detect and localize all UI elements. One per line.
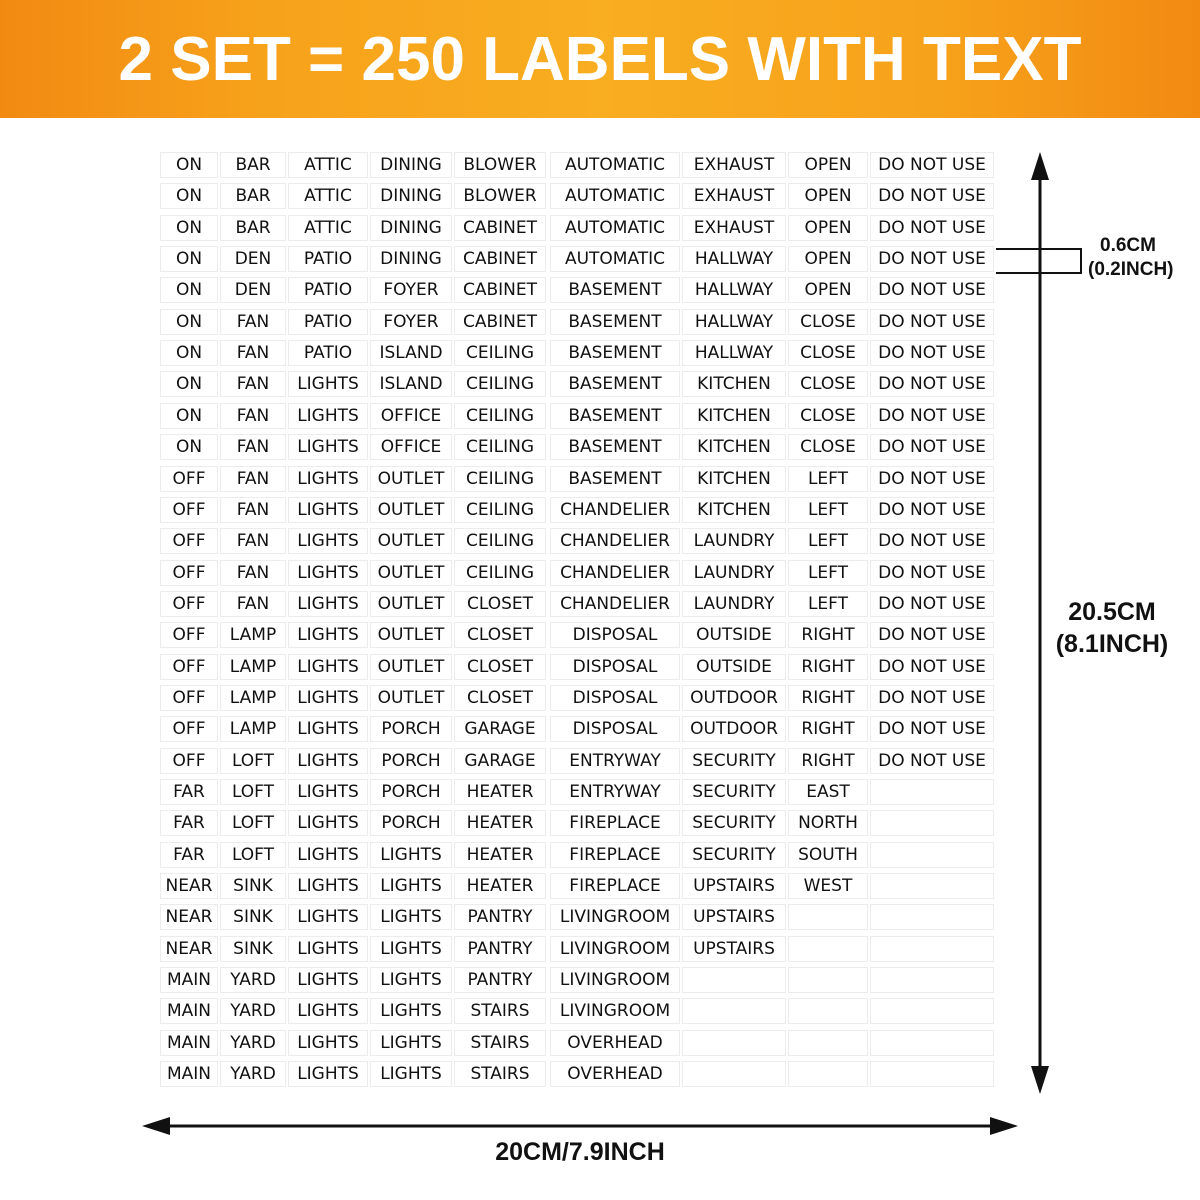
label-sticker: LOFT [220,842,286,868]
label-sticker: OFF [160,466,218,492]
label-sticker: FIREPLACE [550,810,680,836]
label-sticker: SINK [220,904,286,930]
label-height-inch: (0.2INCH) [1088,259,1174,280]
label-sticker: BLOWER [454,152,546,178]
label-sticker: CLOSET [454,591,546,617]
label-sticker: DO NOT USE [870,246,994,272]
label-sticker: SOUTH [788,842,868,868]
label-sticker: DO NOT USE [870,277,994,303]
label-sticker: DO NOT USE [870,716,994,742]
label-sticker: LIGHTS [370,1030,452,1056]
label-sticker: CHANDELIER [550,497,680,523]
label-sticker: FAN [220,340,286,366]
width-arrow-left-head [142,1117,170,1135]
height-arrow-top-head [1031,152,1049,180]
label-sticker: LIGHTS [288,685,368,711]
label-sticker: ON [160,340,218,366]
label-sticker: ON [160,152,218,178]
label-sticker: CEILING [454,403,546,429]
label-sticker: OFF [160,716,218,742]
label-sticker: LIGHTS [288,779,368,805]
label-sticker: OUTDOOR [682,685,786,711]
label-sticker: RIGHT [788,748,868,774]
label-sticker: KITCHEN [682,497,786,523]
label-sticker: LIGHTS [288,810,368,836]
label-sticker: LIGHTS [288,1061,368,1087]
label-sticker: DO NOT USE [870,183,994,209]
label-sticker: CLOSE [788,434,868,460]
label-sticker: KITCHEN [682,466,786,492]
label-sticker: CLOSE [788,340,868,366]
label-sticker: YARD [220,1061,286,1087]
label-sticker: LIGHTS [288,654,368,680]
label-sticker: BASEMENT [550,309,680,335]
label-sticker: DINING [370,183,452,209]
label-sticker: ON [160,309,218,335]
label-sticker: OFF [160,497,218,523]
sheet-height-inch: (8.1INCH) [1055,630,1169,658]
label-sticker: LIGHTS [288,936,368,962]
label-sticker: OUTLET [370,528,452,554]
label-sticker: ON [160,277,218,303]
label-sticker: OUTLET [370,466,452,492]
label-sticker: LAMP [220,685,286,711]
label-sticker: DO NOT USE [870,371,994,397]
label-sticker: LIGHTS [370,998,452,1024]
label-sticker: LIGHTS [288,560,368,586]
label-sticker: FOYER [370,277,452,303]
label-sticker: LEFT [788,591,868,617]
label-sticker: LIGHTS [370,904,452,930]
label-sticker: FIREPLACE [550,873,680,899]
label-sticker: OFF [160,654,218,680]
label-sticker: OFF [160,591,218,617]
width-arrow-right-head [990,1117,1018,1135]
label-sticker: ON [160,183,218,209]
label-sticker: CLOSE [788,371,868,397]
label-sticker: LIGHTS [288,591,368,617]
label-sticker: SINK [220,936,286,962]
label-sticker: LAMP [220,716,286,742]
label-sticker: AUTOMATIC [550,246,680,272]
label-sticker: FAN [220,309,286,335]
label-sticker: AUTOMATIC [550,215,680,241]
label-sticker: CABINET [454,246,546,272]
label-sticker: OUTLET [370,654,452,680]
label-sticker: MAIN [160,967,218,993]
label-sticker: DISPOSAL [550,685,680,711]
label-sticker: CEILING [454,434,546,460]
label-sticker: MAIN [160,1061,218,1087]
label-sticker: RIGHT [788,654,868,680]
label-sticker: OFFICE [370,403,452,429]
label-sticker: YARD [220,998,286,1024]
label-sticker: BASEMENT [550,434,680,460]
label-sticker: CLOSET [454,654,546,680]
label-sticker: DO NOT USE [870,497,994,523]
label-sticker: LEFT [788,466,868,492]
label-sticker: PATIO [288,277,368,303]
label-sticker: LAUNDRY [682,591,786,617]
sheet-height-cm: 20.5CM [1068,598,1156,626]
label-sticker: LIGHTS [288,528,368,554]
label-sticker: NEAR [160,936,218,962]
label-sticker: DO NOT USE [870,466,994,492]
label-sticker: LIGHTS [370,842,452,868]
label-sticker: ATTIC [288,152,368,178]
label-sticker: YARD [220,1030,286,1056]
label-sticker: ATTIC [288,215,368,241]
label-sticker: LAUNDRY [682,528,786,554]
label-sticker: OUTDOOR [682,716,786,742]
label-sticker: EXHAUST [682,183,786,209]
label-sticker: MAIN [160,1030,218,1056]
label-sticker: BAR [220,183,286,209]
label-sticker: AUTOMATIC [550,152,680,178]
label-sticker: PORCH [370,716,452,742]
label-sticker: ON [160,246,218,272]
label-sticker: UPSTAIRS [682,936,786,962]
label-sticker: OFF [160,622,218,648]
label-sticker: LIVINGROOM [550,967,680,993]
label-sticker: KITCHEN [682,434,786,460]
label-sticker: KITCHEN [682,403,786,429]
label-sticker: ENTRYWAY [550,779,680,805]
label-sticker: GARAGE [454,716,546,742]
label-sticker: OPEN [788,277,868,303]
label-sticker: DO NOT USE [870,340,994,366]
label-sticker: BLOWER [454,183,546,209]
label-sticker: HEATER [454,810,546,836]
sheet-height-measure [1048,596,1176,660]
label-sticker: OUTLET [370,685,452,711]
label-sticker: LOFT [220,810,286,836]
label-sticker: LIGHTS [288,1030,368,1056]
label-sticker: DISPOSAL [550,716,680,742]
label-height-measure [1088,234,1174,282]
label-sticker: SECURITY [682,810,786,836]
label-sticker: LIGHTS [288,716,368,742]
label-sticker: DEN [220,277,286,303]
label-sticker: FOYER [370,309,452,335]
label-sticker: LIGHTS [370,936,452,962]
label-sticker: RIGHT [788,685,868,711]
label-sticker: LIGHTS [288,998,368,1024]
label-sticker: CLOSE [788,309,868,335]
label-sticker: LEFT [788,497,868,523]
label-sticker: DISPOSAL [550,622,680,648]
label-sticker: DO NOT USE [870,560,994,586]
label-sticker: DO NOT USE [870,654,994,680]
label-sticker: LIGHTS [288,403,368,429]
label-sticker: LOFT [220,748,286,774]
label-sticker: DEN [220,246,286,272]
label-sticker: HEATER [454,873,546,899]
label-sticker: DO NOT USE [870,152,994,178]
label-sticker: CABINET [454,309,546,335]
label-sticker: FAR [160,842,218,868]
label-sticker: DINING [370,215,452,241]
label-sticker: FAN [220,591,286,617]
label-sticker: OFFICE [370,434,452,460]
label-sticker: PANTRY [454,936,546,962]
label-sticker: LIGHTS [288,466,368,492]
label-sticker: PATIO [288,340,368,366]
label-sticker: LIGHTS [288,434,368,460]
label-sticker: FAN [220,497,286,523]
label-sticker: BASEMENT [550,403,680,429]
label-sticker: FIREPLACE [550,842,680,868]
label-sticker: OUTLET [370,591,452,617]
label-sticker: DO NOT USE [870,748,994,774]
label-sticker: FAR [160,810,218,836]
label-sticker: CEILING [454,371,546,397]
label-sticker: ISLAND [370,371,452,397]
label-sticker: OFF [160,748,218,774]
label-sticker: DO NOT USE [870,434,994,460]
label-sticker: UPSTAIRS [682,873,786,899]
label-sticker: CEILING [454,466,546,492]
label-sticker: YARD [220,967,286,993]
banner-title: 2 SET = 250 LABELS WITH TEXT [118,25,1082,94]
label-sticker: NEAR [160,904,218,930]
label-sticker: OFF [160,560,218,586]
label-sticker: CEILING [454,497,546,523]
label-sticker: HEATER [454,842,546,868]
label-sticker: FAN [220,528,286,554]
label-sticker: STAIRS [454,1061,546,1087]
label-sticker: GARAGE [454,748,546,774]
label-sticker: LIGHTS [370,967,452,993]
label-sticker: SECURITY [682,779,786,805]
label-sticker: DO NOT USE [870,309,994,335]
label-sticker: LIGHTS [370,1061,452,1087]
label-sticker: LIGHTS [288,371,368,397]
label-sticker: OUTSIDE [682,654,786,680]
label-sticker: WEST [788,873,868,899]
label-sticker: LIGHTS [288,904,368,930]
label-sticker: LIGHTS [370,873,452,899]
label-sticker: ENTRYWAY [550,748,680,774]
label-sticker: ON [160,434,218,460]
label-sticker: CABINET [454,277,546,303]
label-sticker: CLOSET [454,685,546,711]
label-sticker: CHANDELIER [550,528,680,554]
label-sticker: LIGHTS [288,622,368,648]
label-sticker: OFF [160,685,218,711]
label-sticker: CHANDELIER [550,560,680,586]
label-sticker: DISPOSAL [550,654,680,680]
label-sticker: FAN [220,560,286,586]
label-sticker: LIGHTS [288,967,368,993]
label-sticker: DO NOT USE [870,403,994,429]
label-sticker: CLOSE [788,403,868,429]
label-sticker: BAR [220,152,286,178]
label-sticker: STAIRS [454,1030,546,1056]
label-sticker: KITCHEN [682,371,786,397]
label-sticker: MAIN [160,998,218,1024]
label-height-cm: 0.6CM [1100,235,1156,256]
label-sticker: SINK [220,873,286,899]
label-sticker: DO NOT USE [870,591,994,617]
label-sticker: PORCH [370,748,452,774]
label-sticker: OVERHEAD [550,1030,680,1056]
label-sticker: FAN [220,403,286,429]
label-sticker: CHANDELIER [550,591,680,617]
label-sticker: LAMP [220,622,286,648]
label-sticker: SECURITY [682,842,786,868]
label-sticker: NORTH [788,810,868,836]
label-sticker: PATIO [288,246,368,272]
label-sticker: HALLWAY [682,246,786,272]
label-sticker: STAIRS [454,998,546,1024]
label-sticker: OPEN [788,183,868,209]
label-sticker: DINING [370,246,452,272]
label-sticker: LIGHTS [288,842,368,868]
label-sticker: BASEMENT [550,466,680,492]
label-sticker: PORCH [370,779,452,805]
label-sticker: LAUNDRY [682,560,786,586]
label-sticker: LAMP [220,654,286,680]
sheet-width-measure: 20CM/7.9INCH [495,1138,665,1166]
label-sticker: HALLWAY [682,340,786,366]
label-sticker: LIGHTS [288,497,368,523]
label-sticker: FAR [160,779,218,805]
label-sticker: ISLAND [370,340,452,366]
label-sticker: OPEN [788,215,868,241]
label-sticker: DO NOT USE [870,685,994,711]
label-sticker: LIVINGROOM [550,936,680,962]
label-sticker: OPEN [788,246,868,272]
label-sticker: ON [160,403,218,429]
label-sticker: BASEMENT [550,371,680,397]
label-sticker: SECURITY [682,748,786,774]
label-sticker: OVERHEAD [550,1061,680,1087]
label-sticker: ATTIC [288,183,368,209]
label-sticker: DINING [370,152,452,178]
label-sticker: HEATER [454,779,546,805]
label-sticker: OUTLET [370,622,452,648]
label-sticker: PATIO [288,309,368,335]
label-sticker: FAN [220,434,286,460]
label-sticker: RIGHT [788,716,868,742]
label-sticker: LIVINGROOM [550,998,680,1024]
label-sticker: OPEN [788,152,868,178]
label-sticker: DO NOT USE [870,215,994,241]
label-sticker: AUTOMATIC [550,183,680,209]
label-sticker: EXHAUST [682,215,786,241]
label-sticker: DO NOT USE [870,528,994,554]
label-sticker: RIGHT [788,622,868,648]
label-sticker: CEILING [454,560,546,586]
label-sticker: EAST [788,779,868,805]
label-sticker: CABINET [454,215,546,241]
label-sticker: FAN [220,466,286,492]
label-sticker: LEFT [788,560,868,586]
label-sticker: BASEMENT [550,277,680,303]
label-sticker: PANTRY [454,904,546,930]
label-sticker: CEILING [454,340,546,366]
label-sticker: PORCH [370,810,452,836]
label-sticker: UPSTAIRS [682,904,786,930]
label-sticker: LIGHTS [288,873,368,899]
label-sticker: HALLWAY [682,277,786,303]
label-sticker: LEFT [788,528,868,554]
label-sticker: OUTSIDE [682,622,786,648]
label-sticker: CLOSET [454,622,546,648]
label-sticker: PANTRY [454,967,546,993]
label-sticker: HALLWAY [682,309,786,335]
label-sticker: BAR [220,215,286,241]
label-sticker: BASEMENT [550,340,680,366]
label-sticker: NEAR [160,873,218,899]
label-sticker: LOFT [220,779,286,805]
label-sticker: LIVINGROOM [550,904,680,930]
label-sticker: OUTLET [370,560,452,586]
label-sticker: CEILING [454,528,546,554]
height-arrow-bottom-head [1031,1066,1049,1094]
label-sticker: LIGHTS [288,748,368,774]
label-sticker: DO NOT USE [870,622,994,648]
label-sticker: OUTLET [370,497,452,523]
label-sticker: FAN [220,371,286,397]
label-sticker: ON [160,215,218,241]
label-sticker: ON [160,371,218,397]
label-sticker: EXHAUST [682,152,786,178]
label-sticker: OFF [160,528,218,554]
